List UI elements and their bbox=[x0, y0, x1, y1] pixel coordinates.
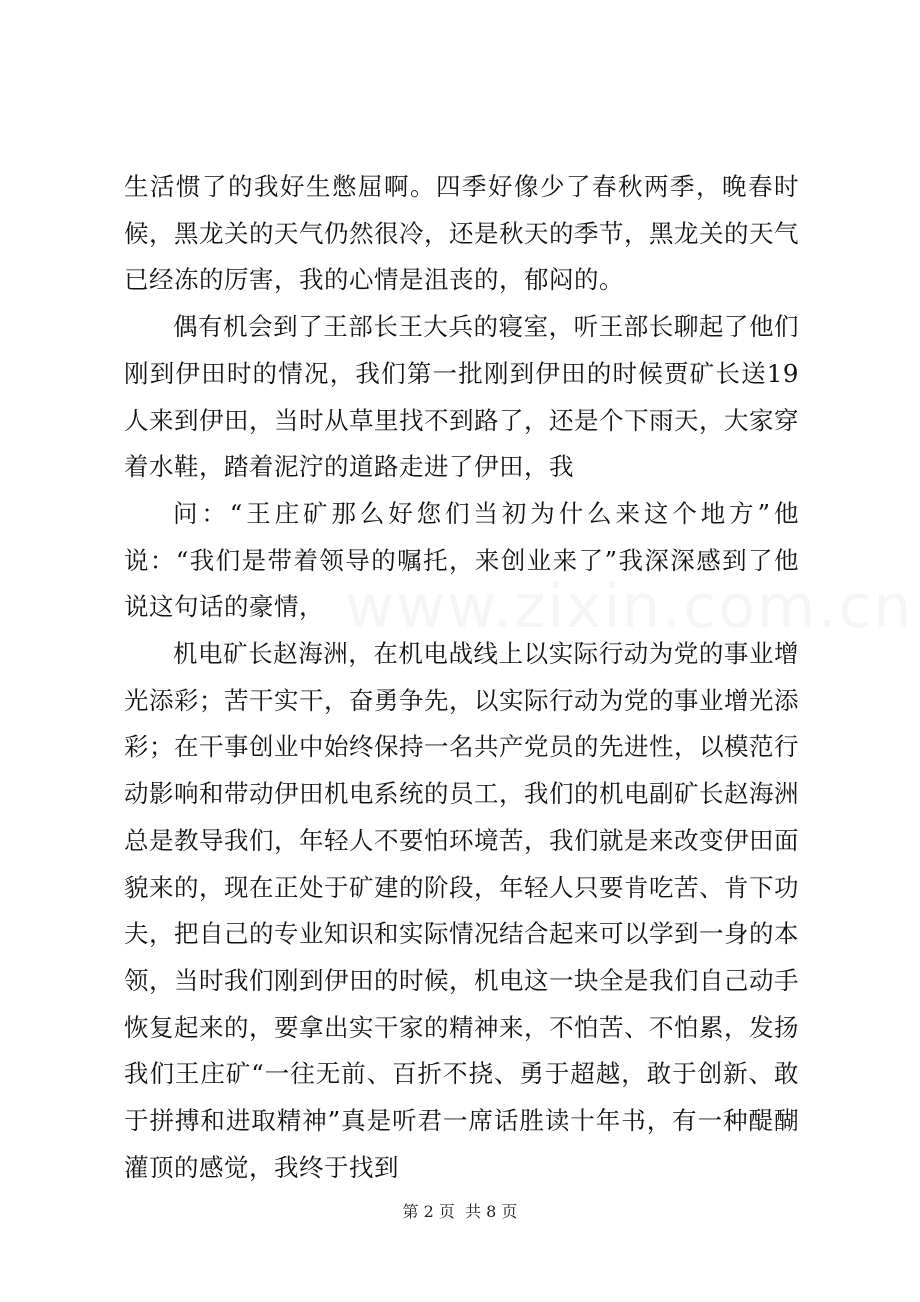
paragraph: 偶有机会到了王部长王大兵的寝室，听王部长聊起了他们刚到伊田时的情况，我们第一批刚到伊田的时候贾矿长送19人来到伊田，当时从草里找不到路了，还是个下雨天，大家穿着水鞋，踏着泥泞的道路走进了伊田，我 bbox=[124, 312, 799, 482]
page-footer bbox=[0, 1202, 920, 1222]
paragraph: 问：“王庄矿那么好您们当初为什么来这个地方”他说：“我们是带着领导的嘱托，来创业来了”我深深感到了他说这句话的豪情， bbox=[124, 498, 799, 622]
page-total: 共 8 页 bbox=[465, 1202, 518, 1221]
watermark: www.zixin.com.cn bbox=[345, 572, 914, 642]
paragraph: 机电矿长赵海洲，在机电战线上以实际行动为党的事业增光添彩；苦干实干，奋勇争先，以实际行动为党的事业增光添彩；在干事创业中始终保持一名共产党员的先进性，以模范行动影响和带动伊田机电系统的员工，我们的机电副矿长赵海洲总是教导我们，年轻人不要怕环境苦，我们就是来改变伊田面貌来的，现在正处于矿建的阶段，年轻人只要肯吃苦、肯下功夫，把自己的专业知识和实际情况结合起来可以学到一身的本领，当时我们刚到伊田的时候，机电这一块全是我们自己动手恢复起来的，要拿出实干家的精神来，不怕苦、不怕累，发扬我们王庄矿“一往无前、百折不挠、勇于超越，敢于创新、敢于拼搏和进取精神”真是听君一席话胜读十年书，有一种醍醐灌顶的感觉，我终于找到 bbox=[124, 639, 799, 1182]
paragraph: 生活惯了的我好生憋屈啊。四季好像少了春秋两季，晚春时候，黑龙关的天气仍然很冷，还是秋天的季节，黑龙关的天气已经冻的厉害，我的心情是沮丧的，郁闷的。 bbox=[124, 172, 799, 295]
page-number: 第 2 页 bbox=[402, 1202, 455, 1221]
document-body bbox=[124, 164, 799, 1191]
